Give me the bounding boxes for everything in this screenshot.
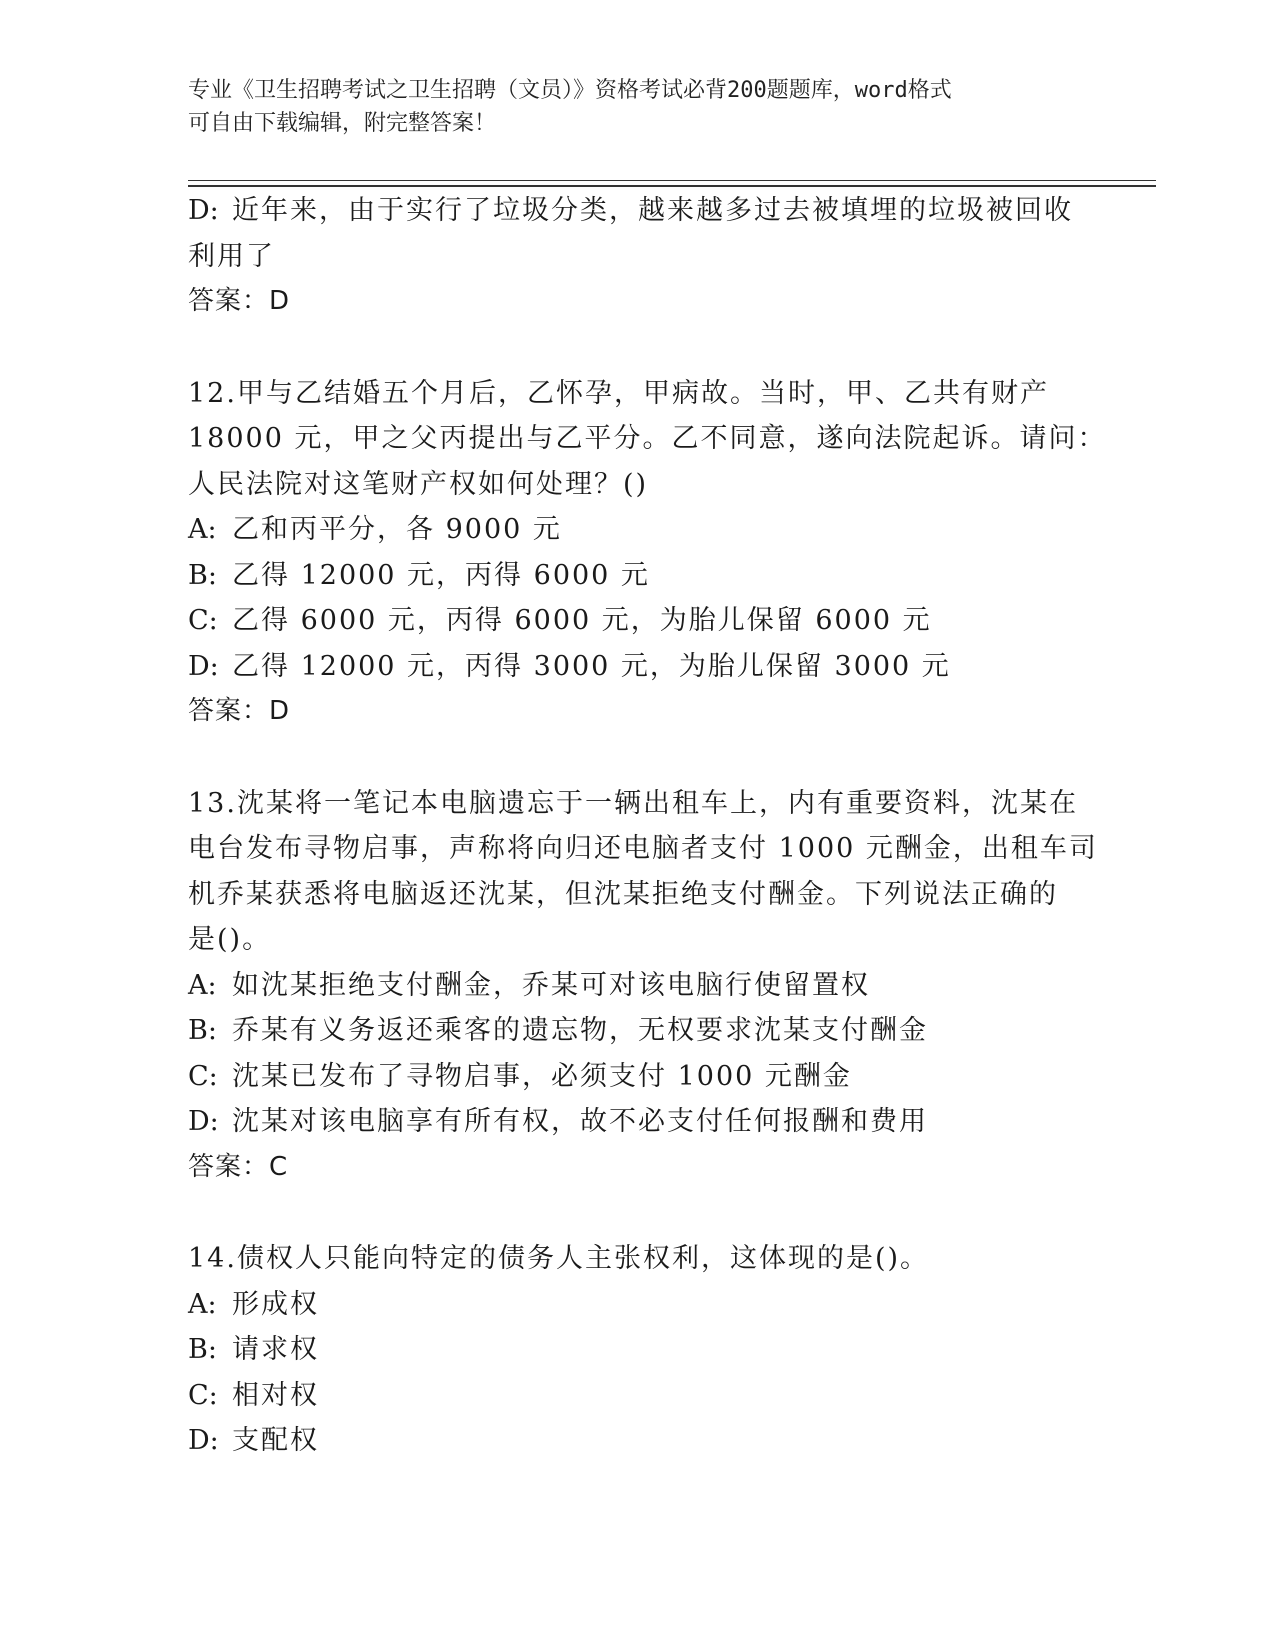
- question-14: [188, 1236, 1088, 1464]
- option-text: 支配权: [232, 1425, 319, 1456]
- option-d: [188, 1099, 1088, 1145]
- option-key: C:: [188, 605, 218, 636]
- question-stem: 电台发布寻物启事，声称将向归还电脑者支付 1000 元酬金，出租车司: [188, 833, 1098, 864]
- option-c: [188, 1373, 1088, 1419]
- header-title-line1: 专业《卫生招聘考试之卫生招聘（文员）》资格考试必背200题题库，word格式: [188, 78, 952, 103]
- question-stem: 12.甲与乙结婚五个月后，乙怀孕，甲病故。当时，甲、乙共有财产: [188, 377, 1049, 409]
- option-a: [188, 963, 1088, 1009]
- option-text: 乔某有义务返还乘客的遗忘物，无权要求沈某支付酬金: [232, 1015, 928, 1046]
- option-text: 如沈某拒绝支付酬金，乔某可对该电脑行使留置权: [232, 969, 870, 1001]
- option-key: D:: [188, 1106, 219, 1137]
- answer: 答案：C: [188, 1151, 289, 1182]
- option-key: B:: [188, 1015, 217, 1046]
- option-text: 形成权: [232, 1288, 319, 1320]
- option-text: 沈某已发布了寻物启事，必须支付 1000 元酬金: [232, 1060, 852, 1092]
- carryover-option-d-cont: 利用了: [188, 240, 275, 272]
- option-key: B:: [188, 1334, 217, 1365]
- header-divider-thin: [188, 180, 1156, 181]
- question-13: [188, 781, 1098, 1191]
- option-key: D:: [188, 195, 219, 226]
- page-header: [188, 74, 1068, 140]
- option-key: B:: [188, 559, 217, 591]
- question-12: [188, 371, 1107, 735]
- option-a: [188, 1282, 1088, 1328]
- answer: 答案：D: [188, 696, 291, 726]
- option-text: 请求权: [232, 1334, 319, 1365]
- option-key: C:: [188, 1060, 218, 1092]
- option-key: C:: [188, 1379, 218, 1411]
- header-title-line2: 可自由下载编辑，附完整答案！: [188, 111, 497, 136]
- question-stem: 人民法院对这笔财产权如何处理？(): [188, 468, 649, 500]
- option-text: 沈某对该电脑享有所有权，故不必支付任何报酬和费用: [232, 1106, 928, 1137]
- carryover-answer: 答案：D: [188, 286, 291, 316]
- option-text: 近年来，由于实行了垃圾分类，越来越多过去被填埋的垃圾被回收: [232, 195, 1073, 226]
- option-key: D:: [188, 1425, 219, 1456]
- option-text: 乙得 12000 元，丙得 3000 元，为胎儿保留 3000 元: [232, 650, 951, 682]
- question-stem: 机乔某获悉将电脑返还沈某，但沈某拒绝支付酬金。下列说法正确的: [188, 878, 1058, 910]
- option-key: A:: [188, 969, 217, 1001]
- header-divider-thick: [188, 185, 1156, 187]
- carryover-option-d: [188, 188, 1088, 234]
- question-stem: 是()。: [188, 924, 272, 955]
- option-text: 相对权: [232, 1379, 319, 1411]
- option-key: A:: [188, 1288, 217, 1320]
- option-text: 乙得 6000 元，丙得 6000 元，为胎儿保留 6000 元: [232, 605, 932, 636]
- option-text: 乙和丙平分，各 9000 元: [232, 514, 562, 545]
- option-c: [188, 598, 1088, 644]
- option-d: [188, 644, 1088, 690]
- option-key: A:: [188, 514, 217, 545]
- question-stem: 14.债权人只能向特定的债务人主张权利，这体现的是()。: [188, 1243, 930, 1274]
- option-b: [188, 1008, 1088, 1054]
- option-c: [188, 1054, 1088, 1100]
- question-stem: 13.沈某将一笔记本电脑遗忘于一辆出租车上，内有重要资料，沈某在: [188, 787, 1078, 819]
- question-stem: 18000 元，甲之父丙提出与乙平分。乙不同意，遂向法院起诉。请问：: [188, 423, 1107, 454]
- option-a: [188, 507, 1088, 553]
- question-list: [188, 188, 1107, 1464]
- option-key: D:: [188, 650, 219, 682]
- option-d: [188, 1418, 1088, 1464]
- option-text: 乙得 12000 元，丙得 6000 元: [232, 559, 650, 591]
- option-b: [188, 1327, 1088, 1373]
- option-b: [188, 553, 1088, 599]
